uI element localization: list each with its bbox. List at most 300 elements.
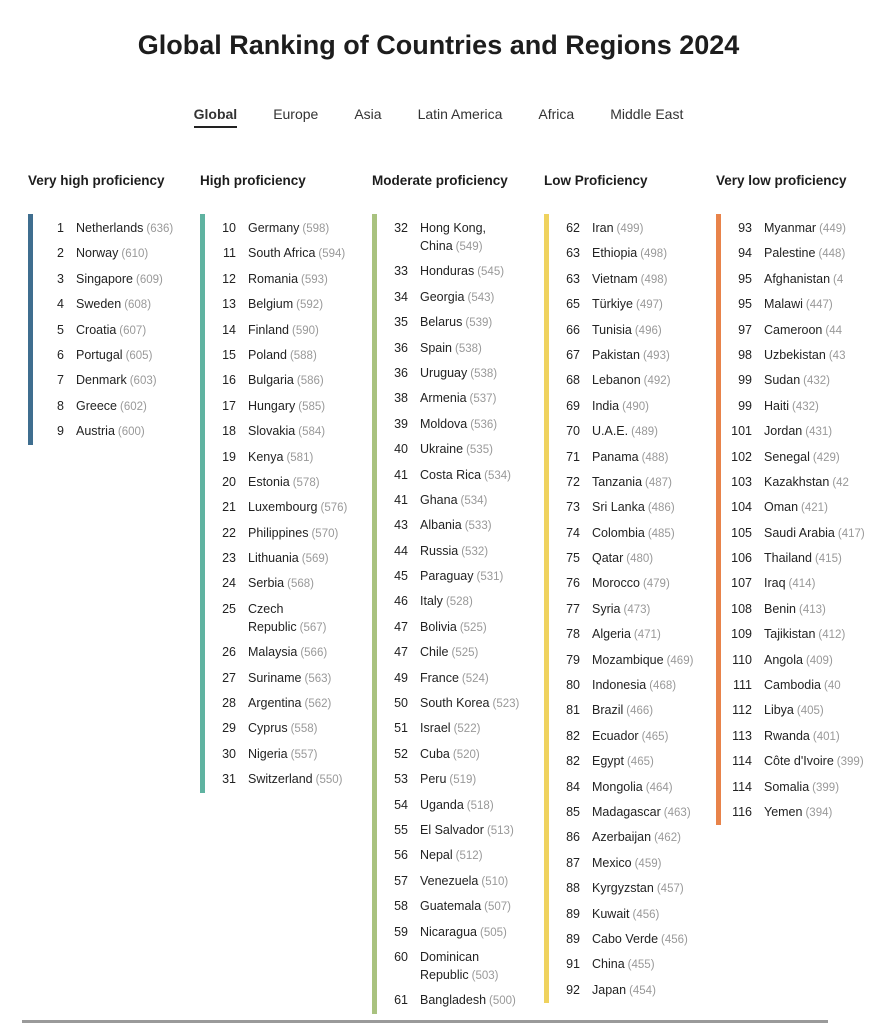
rank-number: 80 — [566, 678, 580, 693]
country-cell — [420, 592, 473, 611]
ranking-row — [382, 542, 520, 561]
country-cell — [764, 270, 843, 289]
tab-latin-america[interactable]: Latin America — [417, 106, 503, 122]
ranking-row — [38, 397, 173, 416]
ranking-row — [210, 574, 348, 593]
ranking-row — [210, 448, 348, 467]
ranking-list — [38, 219, 173, 448]
rank-number: 46 — [394, 594, 408, 609]
country-name: Estonia — [248, 474, 290, 489]
country-score: (507) — [484, 901, 512, 914]
ranking-row — [726, 600, 865, 619]
country-cell — [764, 676, 841, 695]
country-name: Uganda — [420, 797, 464, 812]
country-cell — [592, 828, 681, 847]
country-score: (569) — [301, 553, 329, 566]
ranking-row — [554, 930, 692, 949]
country-name: Oman — [764, 500, 799, 515]
country-cell — [248, 346, 317, 365]
country-score: (493) — [642, 349, 670, 362]
country-cell — [764, 346, 845, 365]
ranking-row — [554, 524, 692, 543]
rank-number: 24 — [222, 576, 236, 591]
tab-asia[interactable]: Asia — [354, 106, 382, 122]
country-name: Cambodia — [764, 678, 821, 693]
country-name: Bulgaria — [248, 373, 294, 388]
country-score: (594) — [318, 248, 346, 261]
rank-number: 30 — [222, 746, 236, 761]
country-cell — [592, 651, 692, 670]
rank-number: 54 — [394, 797, 408, 812]
rank-number: 12 — [222, 271, 236, 286]
ranking-row — [210, 295, 348, 314]
country-cell — [420, 872, 508, 891]
country-score: (588) — [289, 349, 317, 362]
country-name: Italy — [420, 594, 443, 609]
proficiency-color-bar — [200, 214, 205, 793]
country-name: Greece — [76, 398, 117, 413]
country-score: (510) — [481, 875, 509, 888]
country-name: China — [592, 957, 625, 972]
country-score: (533) — [464, 520, 492, 533]
proficiency-color-bar — [544, 214, 549, 1003]
tab-global[interactable]: Global — [194, 106, 238, 128]
country-name: Indonesia — [592, 678, 647, 693]
country-cell — [420, 991, 516, 1010]
country-cell — [420, 288, 494, 307]
country-name: Panama — [592, 449, 639, 464]
country-cell — [420, 923, 507, 942]
country-name: Vietnam — [592, 271, 638, 286]
country-name: Moldova — [420, 416, 468, 431]
ranking-row — [554, 473, 692, 492]
country-name: Kyrgyzstan — [592, 881, 654, 896]
country-score: (429) — [812, 451, 840, 464]
ranking-row — [554, 778, 692, 797]
country-name: Syria — [592, 601, 621, 616]
ranking-row — [554, 828, 692, 847]
country-name: Slovakia — [248, 424, 296, 439]
country-cell — [592, 346, 670, 365]
country-score: (432) — [792, 400, 819, 413]
country-cell — [592, 422, 658, 441]
country-cell — [248, 669, 331, 688]
rank-number: 9 — [57, 424, 64, 439]
country-cell — [592, 955, 655, 974]
country-name: Uruguay — [420, 365, 468, 380]
country-score: (421) — [801, 502, 828, 515]
country-score: (449) — [819, 223, 846, 235]
country-cell — [420, 219, 520, 256]
country-score: (462) — [654, 832, 681, 845]
rank-number: 107 — [731, 576, 752, 591]
country-cell — [420, 694, 519, 713]
rank-number: 95 — [738, 271, 752, 286]
country-score: (536) — [470, 418, 498, 431]
country-cell — [420, 542, 488, 561]
country-name: Costa Rica — [420, 467, 482, 482]
country-name: Poland — [248, 347, 287, 362]
rank-number: 111 — [732, 678, 752, 693]
country-cell — [764, 778, 839, 797]
ranking-row — [38, 346, 173, 365]
country-cell — [764, 549, 842, 568]
country-cell — [764, 803, 832, 822]
rank-number: 69 — [566, 398, 580, 413]
country-score: (557) — [290, 748, 318, 761]
country-score: (549) — [455, 241, 483, 253]
country-score: (600) — [117, 426, 145, 439]
country-cell — [420, 745, 480, 764]
country-score: (498) — [640, 248, 668, 261]
country-name: Cuba — [420, 746, 450, 761]
country-score: (558) — [290, 723, 318, 736]
country-name: Nigeria — [248, 746, 288, 761]
ranking-row — [210, 770, 348, 789]
country-name: Austria — [76, 424, 115, 439]
rank-number: 56 — [394, 848, 408, 863]
country-cell — [592, 219, 643, 238]
ranking-row — [726, 270, 865, 289]
ranking-row — [726, 778, 865, 797]
rank-number: 1 — [57, 221, 64, 235]
country-cell — [592, 676, 676, 695]
ranking-list — [554, 219, 692, 1006]
country-score: (562) — [304, 698, 332, 711]
country-score: (498) — [640, 273, 668, 286]
ranking-row — [210, 270, 348, 289]
rank-number: 26 — [222, 645, 236, 660]
country-score: (499) — [616, 223, 644, 235]
country-cell — [420, 339, 482, 358]
country-cell — [592, 549, 653, 568]
country-cell — [420, 466, 511, 485]
country-name: Croatia — [76, 322, 117, 337]
rank-number: 93 — [738, 221, 752, 235]
country-score: (636) — [146, 223, 174, 235]
country-name: Mongolia — [592, 779, 643, 794]
country-score: (464) — [645, 781, 673, 794]
rank-number: 62 — [566, 221, 580, 235]
column-heading: High proficiency — [200, 173, 306, 188]
country-score: (432) — [803, 375, 831, 388]
proficiency-color-bar — [716, 214, 721, 825]
rank-number: 84 — [566, 779, 580, 794]
country-score: (401) — [812, 730, 840, 743]
ranking-row — [382, 643, 520, 662]
country-name: Albania — [420, 518, 462, 533]
country-score: (473) — [623, 603, 651, 616]
country-score: (523) — [492, 698, 520, 711]
country-score: (497) — [635, 299, 663, 312]
country-name: Spain — [420, 340, 452, 355]
country-cell — [592, 879, 684, 898]
country-name: Ukraine — [420, 442, 464, 457]
country-score: (466) — [626, 705, 654, 718]
country-score: (586) — [296, 375, 324, 388]
country-cell — [592, 727, 668, 746]
rank-number: 94 — [738, 246, 752, 261]
country-score: (610) — [121, 248, 149, 261]
country-cell — [592, 270, 668, 289]
ranking-row — [554, 397, 692, 416]
rank-number: 29 — [222, 721, 236, 736]
country-cell — [420, 516, 492, 535]
ranking-row — [210, 745, 348, 764]
country-cell — [420, 262, 504, 281]
rank-number: 73 — [566, 500, 580, 515]
country-cell — [764, 625, 845, 644]
country-name: Guatemala — [420, 899, 482, 914]
country-score: (603) — [129, 375, 157, 388]
page-title: Global Ranking of Countries and Regions 2024 — [137, 30, 740, 60]
country-name: Cameroon — [764, 322, 823, 337]
rank-number: 82 — [566, 754, 580, 769]
country-cell — [764, 498, 828, 517]
rank-number: 97 — [738, 322, 752, 337]
ranking-row — [726, 346, 865, 365]
column-heading: Very low proficiency — [716, 173, 847, 188]
country-cell — [248, 498, 347, 517]
country-cell — [592, 778, 673, 797]
country-cell — [592, 854, 661, 873]
country-name: Somalia — [764, 779, 810, 794]
country-cell — [764, 219, 846, 238]
rank-number: 17 — [222, 398, 236, 413]
tab-middle-east[interactable]: Middle East — [610, 106, 684, 122]
ranking-row — [38, 219, 173, 238]
rank-number: 58 — [394, 899, 408, 914]
country-name: Bolivia — [420, 619, 457, 634]
country-name: Afghanistan — [764, 271, 831, 286]
rank-number: 72 — [566, 474, 580, 489]
ranking-row — [382, 219, 520, 256]
ranking-row — [726, 752, 865, 771]
country-cell — [764, 574, 815, 593]
country-score: (469) — [666, 654, 694, 667]
ranking-row — [210, 600, 348, 637]
country-score: (543) — [467, 291, 495, 304]
country-score: (590) — [292, 324, 319, 337]
country-cell — [592, 244, 667, 263]
ranking-row — [554, 879, 692, 898]
rank-number: 71 — [566, 449, 580, 464]
rank-number: 3 — [57, 271, 64, 286]
country-cell — [420, 313, 492, 332]
ranking-row — [726, 676, 865, 695]
country-score: (500) — [489, 995, 516, 1008]
rank-number: 89 — [566, 931, 580, 946]
ranking-row — [38, 244, 173, 263]
ranking-row — [382, 821, 520, 840]
country-cell — [764, 727, 840, 746]
rank-number: 68 — [566, 373, 580, 388]
ranking-row — [38, 371, 173, 390]
country-cell — [764, 651, 833, 670]
country-name: Lebanon — [592, 373, 641, 388]
country-cell — [248, 473, 320, 492]
country-score: (457) — [656, 883, 684, 896]
country-name: Russia — [420, 543, 459, 558]
rank-number: 23 — [222, 551, 236, 566]
rank-number: 20 — [222, 474, 236, 489]
ranking-row — [382, 796, 520, 815]
country-name: Cyprus — [248, 721, 288, 736]
country-cell — [592, 981, 656, 1000]
ranking-row — [726, 448, 865, 467]
rank-number: 98 — [738, 347, 752, 362]
rank-number: 32 — [394, 221, 408, 235]
country-cell — [76, 371, 157, 390]
ranking-row — [210, 498, 348, 517]
country-cell — [592, 752, 654, 771]
ranking-row — [726, 651, 865, 670]
country-name: Armenia — [420, 391, 467, 406]
rank-number: 103 — [731, 474, 752, 489]
country-cell — [592, 625, 661, 644]
country-score: (496) — [634, 324, 662, 337]
ranking-row — [38, 270, 173, 289]
country-name: Angola — [764, 652, 803, 667]
country-score: (566) — [300, 647, 328, 660]
country-cell — [592, 803, 691, 822]
country-cell — [420, 618, 487, 637]
tab-europe[interactable]: Europe — [273, 106, 319, 122]
rank-number: 116 — [732, 804, 752, 819]
country-score: (581) — [286, 451, 314, 464]
country-name: Bangladesh — [420, 993, 487, 1008]
country-name: Tajikistan — [764, 627, 816, 642]
country-cell — [248, 549, 329, 568]
rank-number: 13 — [222, 297, 236, 312]
country-score: (585) — [298, 400, 326, 413]
country-cell — [592, 397, 649, 416]
country-name: Venezuela — [420, 873, 479, 888]
country-cell — [248, 643, 327, 662]
country-cell — [764, 244, 845, 263]
ranking-row — [726, 321, 865, 340]
ranking-list — [382, 219, 520, 1017]
rank-number: 65 — [566, 297, 580, 312]
rank-number: 67 — [566, 347, 580, 362]
rank-number: 108 — [731, 601, 752, 616]
rank-number: 41 — [394, 492, 408, 507]
country-name: Madagascar — [592, 804, 661, 819]
country-score: (518) — [466, 799, 494, 812]
country-name: Malawi — [764, 297, 803, 312]
country-cell — [764, 600, 826, 619]
ranking-row — [38, 422, 173, 441]
country-name: India — [592, 398, 620, 413]
country-score: (505) — [479, 926, 507, 939]
country-score: (456) — [632, 908, 660, 921]
country-cell — [248, 422, 325, 441]
rank-number: 14 — [222, 322, 236, 337]
ranking-row — [382, 694, 520, 713]
tab-africa[interactable]: Africa — [538, 106, 575, 122]
rank-number: 40 — [394, 442, 408, 457]
country-name: Libya — [764, 703, 794, 718]
ranking-row — [210, 694, 348, 713]
country-name: Haiti — [764, 398, 790, 413]
country-score: (480) — [626, 553, 654, 566]
ranking-row — [554, 549, 692, 568]
country-name: Mexico — [592, 855, 632, 870]
country-name: South Africa — [248, 246, 316, 261]
country-cell — [764, 295, 833, 314]
ranking-row — [382, 923, 520, 942]
country-name: Myanmar — [764, 221, 817, 235]
country-name: U.A.E. — [592, 424, 629, 439]
rank-number: 60 — [394, 949, 408, 964]
country-cell — [592, 498, 675, 517]
country-name: Morocco — [592, 576, 640, 591]
country-name: Nepal — [420, 848, 453, 863]
ranking-row — [726, 701, 865, 720]
rank-number: 7 — [57, 373, 64, 388]
ranking-row — [726, 625, 865, 644]
rank-number: 63 — [566, 271, 580, 286]
country-name: Germany — [248, 221, 300, 235]
rank-number: 49 — [394, 670, 408, 685]
country-score: (576) — [320, 502, 348, 515]
rank-number: 109 — [731, 627, 752, 642]
country-cell — [764, 701, 824, 720]
country-score: (4 — [833, 273, 844, 286]
country-cell — [248, 694, 331, 713]
rank-number: 88 — [566, 881, 580, 896]
ranking-row — [382, 719, 520, 738]
bottom-divider — [22, 1020, 828, 1023]
country-score: (602) — [120, 400, 147, 413]
country-name: Portugal — [76, 347, 123, 362]
country-name: Türkiye — [592, 297, 633, 312]
ranking-row — [382, 948, 520, 985]
ranking-row — [554, 270, 692, 289]
rank-number: 87 — [566, 855, 580, 870]
ranking-row — [554, 651, 692, 670]
country-score: (522) — [453, 723, 481, 736]
ranking-row — [210, 422, 348, 441]
rank-number: 63 — [566, 246, 580, 261]
ranking-row — [554, 625, 692, 644]
country-score: (463) — [663, 806, 691, 819]
ranking-row — [210, 219, 348, 238]
ranking-row — [726, 524, 865, 543]
ranking-row — [210, 371, 348, 390]
country-name: Senegal — [764, 449, 810, 464]
rank-number: 92 — [566, 982, 580, 997]
country-name: Belgium — [248, 297, 294, 312]
country-name: Palestine — [764, 246, 816, 261]
country-name: Benin — [764, 601, 796, 616]
country-cell — [592, 574, 670, 593]
country-score: (456) — [661, 933, 688, 946]
country-score: (455) — [627, 959, 655, 972]
country-name: Netherlands — [76, 221, 144, 235]
country-cell — [592, 448, 668, 467]
country-name: Philippines — [248, 525, 309, 540]
ranking-row — [382, 846, 520, 865]
rank-number: 79 — [566, 652, 580, 667]
country-score: (465) — [641, 730, 669, 743]
country-name: Peru — [420, 772, 447, 787]
rank-number: 76 — [566, 576, 580, 591]
country-cell — [420, 669, 489, 688]
rank-number: 53 — [394, 772, 408, 787]
country-name: Uzbekistan — [764, 347, 826, 362]
country-name: Japan — [592, 982, 627, 997]
